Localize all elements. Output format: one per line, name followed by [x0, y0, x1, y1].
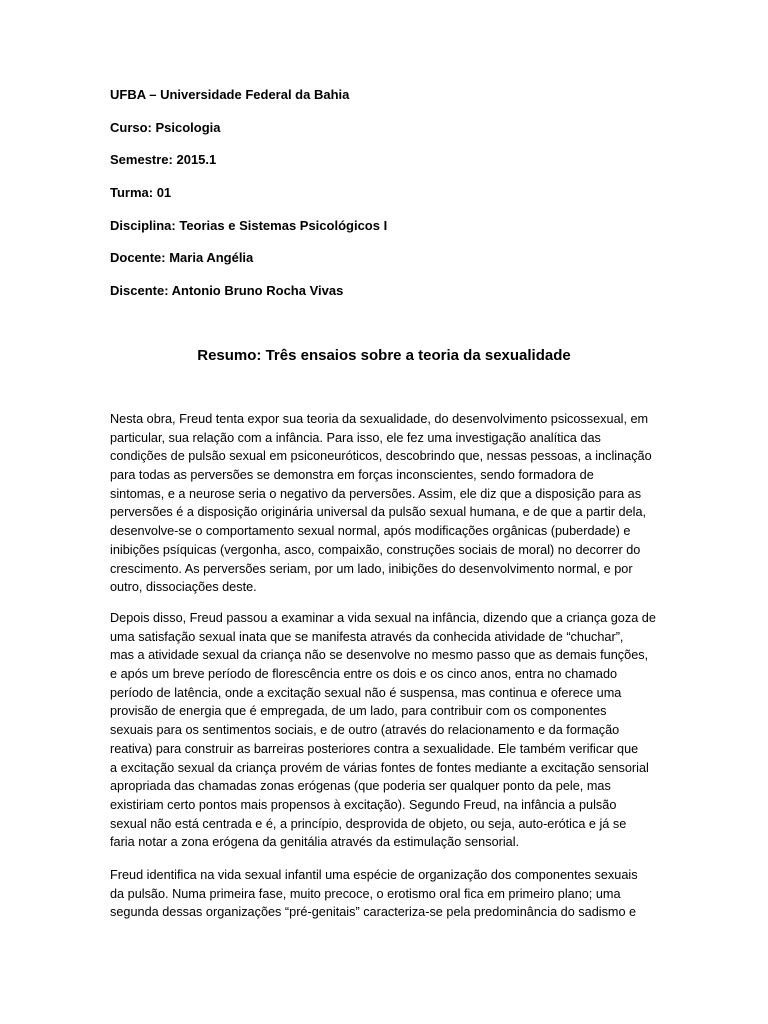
paragraph-line: Nesta obra, Freud tenta expor sua teoria da sexualidade, do desenvolvimento psicossexual, em — [110, 412, 649, 426]
paragraph-line: provisão de energia que é empregada, de um lado, para contribuir com os componentes — [110, 704, 607, 719]
paragraph-line: Depois disso, Freud passou a examinar a vida sexual na infância, dizendo que a criança goza de — [110, 611, 656, 625]
paragraph-line: crescimento. As perversões seriam, por um lado, inibições do desenvolvimento normal, e por — [110, 561, 633, 576]
document-title: Resumo: Três ensaios sobre a teoria da sexualidade — [197, 347, 571, 364]
paragraph-line: outro, dissociações deste. — [110, 580, 257, 595]
paragraph-line: e após um breve período de florescência entre os dois e os cinco anos, entra no chamado — [110, 667, 618, 682]
paragraph-2 — [110, 609, 658, 852]
paragraph-line: período de latência, onde a excitação sexual não é suspensa, mas continua e oferece uma — [110, 685, 622, 700]
teacher-line: Docente: Maria Angélia — [110, 250, 254, 265]
paragraph-line: reativa) para construir as barreiras posteriores contra a sexualidade. Ele também verificar que — [110, 741, 639, 756]
paragraph-line: sintomas, e a neurose seria o negativo da perversões. Assim, ele diz que a disposição para as — [110, 486, 642, 501]
paragraph-line: a excitação sexual da criança provém de várias fontes de fontes mediante a excitação sensorial — [110, 760, 649, 775]
paragraph-line: Freud identifica na vida sexual infantil uma espécie de organização dos componentes sexuais — [110, 868, 638, 882]
paragraph-line: condições de pulsão sexual em psiconeuróticos, descobrindo que, nessas pessoas, a inclinação — [110, 449, 652, 464]
paragraph-line: sexuais para os sentimentos sociais, e de outro (através do relacionamento e da formação — [110, 723, 620, 738]
student-line: Discente: Antonio Bruno Rocha Vivas — [110, 283, 344, 298]
course-line: Curso: Psicologia — [110, 120, 221, 135]
paragraph-line: para todas as perversões se demonstra em forças inconscientes, sendo formadora de — [110, 468, 594, 483]
subject-line: Disciplina: Teorias e Sistemas Psicológicos I — [110, 218, 388, 233]
paragraph-line: sexual não está centrada e é, a princípio, desprovida de objeto, ou seja, auto-erótica e já se — [110, 816, 627, 831]
paragraph-line: faria notar a zona erógena da genitália através da estimulação sensorial. — [110, 835, 520, 850]
paragraph-line: inibições psíquicas (vergonha, asco, compaixão, construções sociais de moral) no decorrer do — [110, 542, 641, 557]
paragraph-line: apropriada das chamadas zonas erógenas (que poderia ser qualquer ponto da pele, mas — [110, 779, 611, 794]
university-line: UFBA – Universidade Federal da Bahia — [110, 87, 350, 102]
paragraph-line: uma satisfação sexual inata que se manifesta através da conhecida atividade de “chuchar”, — [110, 629, 624, 644]
paragraph-3 — [110, 866, 658, 922]
semester-line: Semestre: 2015.1 — [110, 152, 217, 167]
paragraph-line: desenvolve-se o comportamento sexual normal, após modificações orgânicas (puberdade) e — [110, 524, 631, 539]
paragraph-line: da pulsão. Numa primeira fase, muito precoce, o erotismo oral fica em primeiro plano; uma — [110, 886, 621, 901]
paragraph-line: particular, sua relação com a infância. Para isso, ele fez uma investigação analítica das — [110, 430, 601, 445]
paragraph-1 — [110, 410, 658, 597]
paragraph-line: segunda dessas organizações “pré-genitais” caracteriza-se pela predominância do sadismo e — [110, 905, 637, 920]
class-line: Turma: 01 — [110, 185, 172, 200]
paragraph-line: mas a atividade sexual da criança não se desenvolve no mesmo passo que as demais funções, — [110, 648, 649, 663]
paragraph-line: existiriam certo pontos mais propensos à excitação). Segundo Freud, na infância a pulsão — [110, 797, 617, 812]
paragraph-line: perversões é a disposição originária universal da pulsão sexual humana, e de que a partir dela, — [110, 505, 647, 520]
